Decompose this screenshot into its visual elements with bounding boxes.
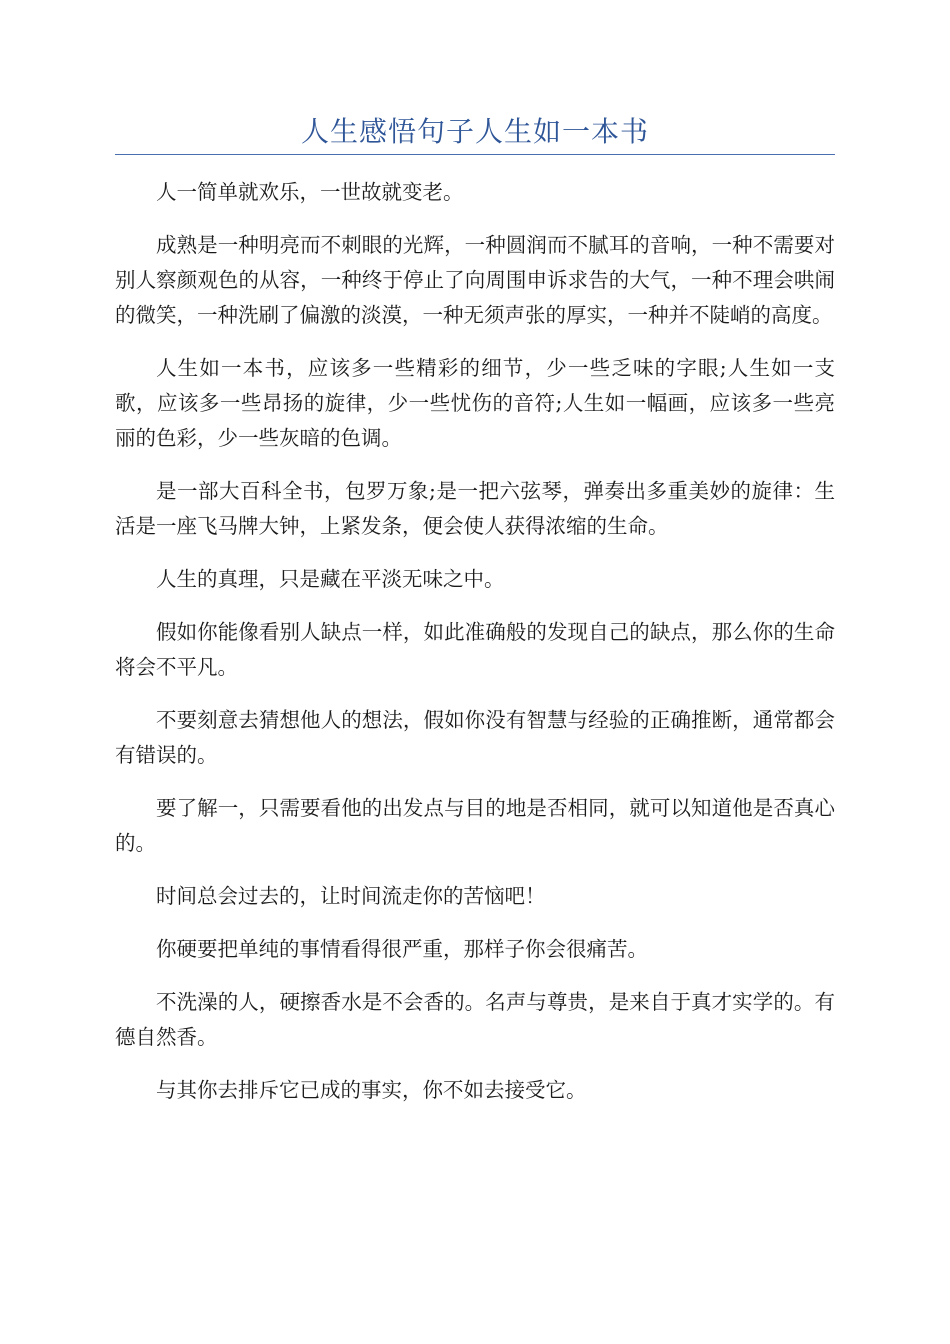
paragraph: 要了解一，只需要看他的出发点与目的地是否相同，就可以知道他是否真心的。 xyxy=(115,796,835,855)
paragraph: 你硬要把单纯的事情看得很严重，那样子你会很痛苦。 xyxy=(156,937,648,961)
paragraph: 人一简单就欢乐，一世故就变老。 xyxy=(156,180,464,204)
paragraph: 人生如一本书，应该多一些精彩的细节，少一些乏味的字眼;人生如一支歌，应该多一些昂扬的旋律，少一些忧伤的音符;人生如一幅画，应该多一些亮丽的色彩，少一些灰暗的色调。 xyxy=(115,356,835,450)
paragraph: 成熟是一种明亮而不刺眼的光辉，一种圆润而不腻耳的音响，一种不需要对别人察颜观色的从容，一种终于停止了向周围申诉求告的大气，一种不理会哄闹的微笑，一种洗刷了偏激的淡漠，一种无须声张的厚实，一种并不陡峭的高度。 xyxy=(115,233,835,327)
paragraph: 是一部大百科全书，包罗万象;是一把六弦琴，弹奏出多重美妙的旋律：生活是一座飞马牌大钟，上紧发条，便会使人获得浓缩的生命。 xyxy=(115,479,835,538)
document-title: 人生感悟句子人生如一本书 xyxy=(300,115,649,148)
paragraph: 不要刻意去猜想他人的想法，假如你没有智慧与经验的正确推断，通常都会有错误的。 xyxy=(115,708,835,767)
paragraph: 假如你能像看别人缺点一样，如此准确般的发现自己的缺点，那么你的生命将会不平凡。 xyxy=(115,620,835,679)
title-underline xyxy=(115,154,835,155)
paragraph: 与其你去排斥它已成的事实，你不如去接受它。 xyxy=(156,1078,587,1102)
paragraph: 时间总会过去的，让时间流走你的苦恼吧！ xyxy=(156,884,546,908)
document-page xyxy=(115,110,835,1126)
paragraph: 人生的真理，只是藏在平淡无味之中。 xyxy=(156,567,505,591)
paragraph: 不洗澡的人，硬擦香水是不会香的。名声与尊贵，是来自于真才实学的。有德自然香。 xyxy=(115,990,835,1049)
